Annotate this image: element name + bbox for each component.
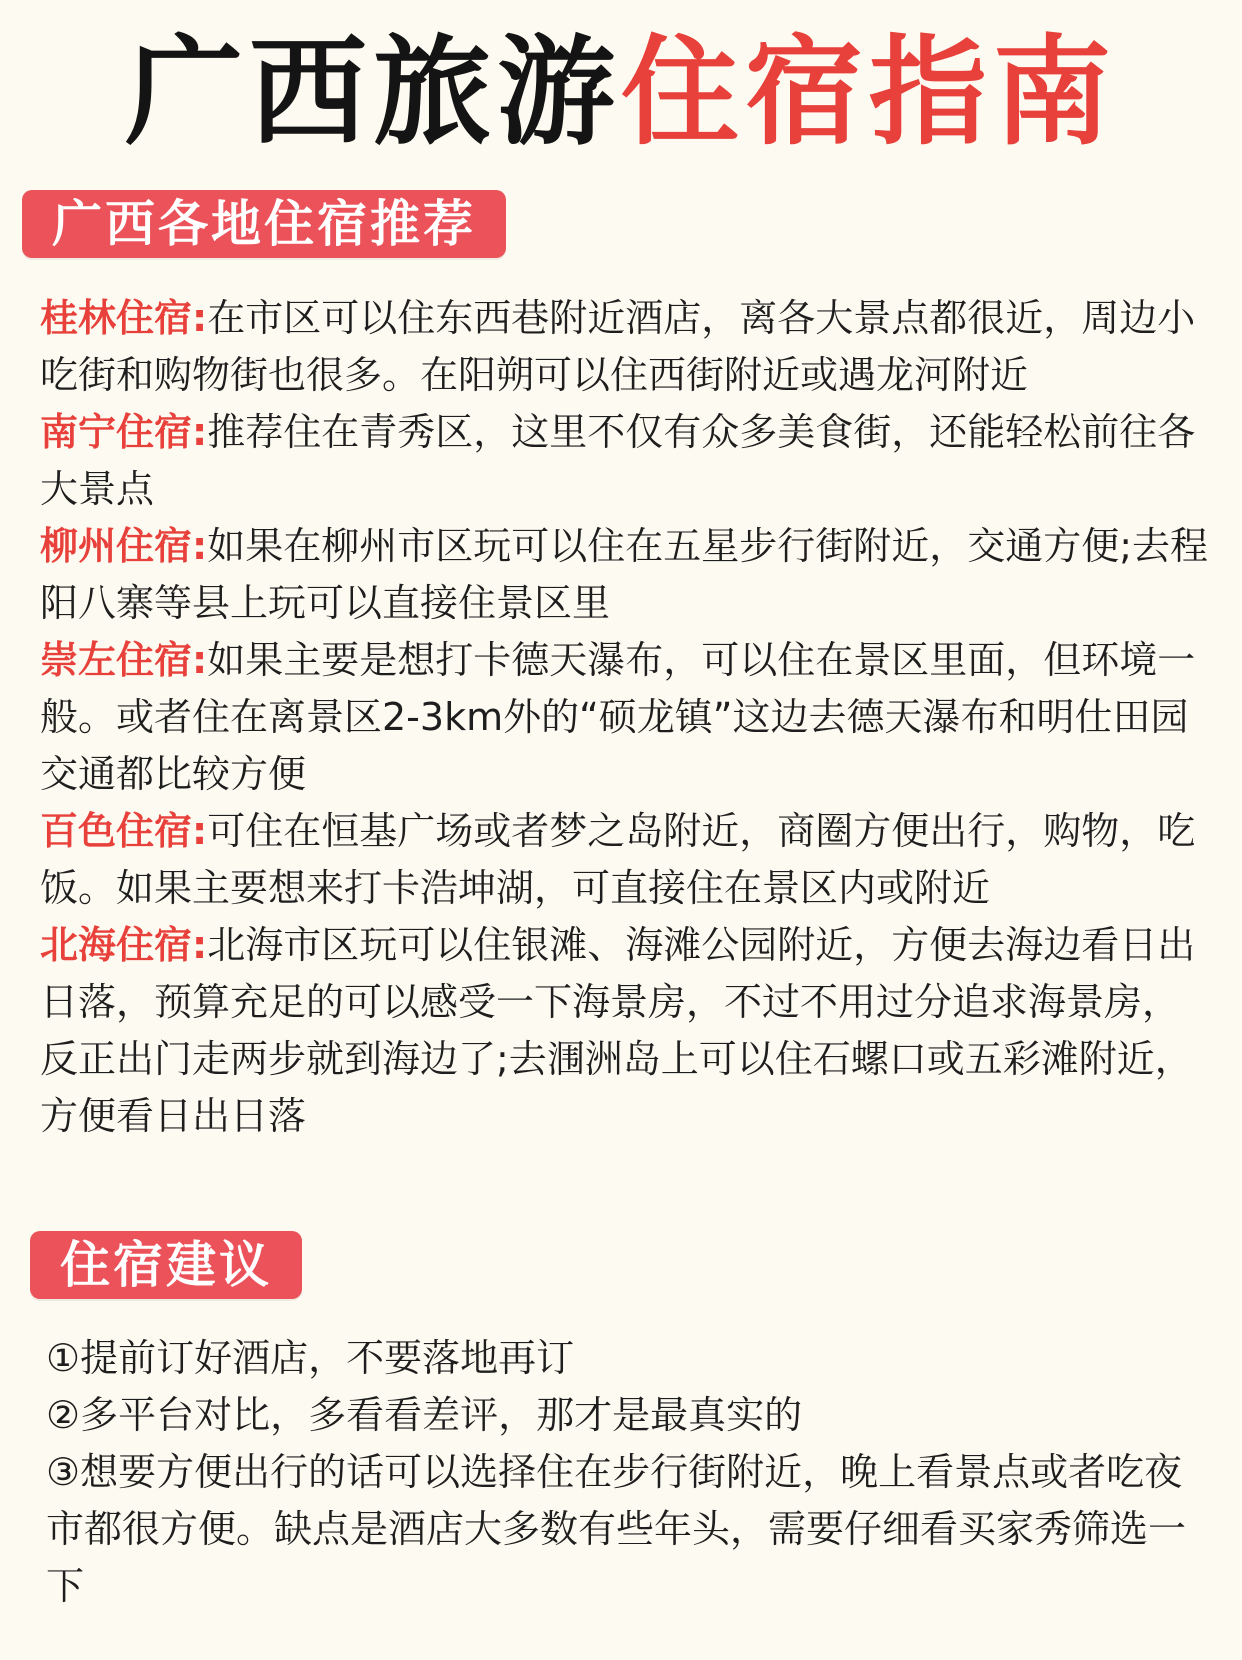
advice-list <box>46 1330 1216 1615</box>
city-label: 桂林住宿: <box>40 296 208 340</box>
section-header-advice: 住宿建议 <box>30 1231 302 1299</box>
list-item-liuzhou <box>40 518 1210 632</box>
list-item-baise <box>40 803 1210 917</box>
list-item-guilin <box>40 290 1210 404</box>
page-title-part1: 广西旅游 <box>124 23 621 161</box>
section-header-recommendations: 广西各地住宿推荐 <box>22 190 506 258</box>
city-label: 柳州住宿: <box>40 524 208 568</box>
list-item-beihai <box>40 917 1210 1145</box>
city-label: 百色住宿: <box>40 809 208 853</box>
city-description: 在市区可以住东西巷附近酒店，离各大景点都很近，周边小吃街和购物街也很多。在阳朔可以住西街附近或遇龙河附近 <box>40 296 1196 397</box>
city-description: 如果在柳州市区玩可以住在五星步行街附近，交通方便;去程阳八寨等县上玩可以直接住景区里 <box>40 524 1209 625</box>
city-description: 可住在恒基广场或者梦之岛附近，商圈方便出行，购物，吃饭。如果主要想来打卡浩坤湖，可直接住在景区内或附近 <box>40 809 1196 910</box>
city-description: 北海市区玩可以住银滩、海滩公园附近，方便去海边看日出日落，预算充足的可以感受一下海景房，不过不用过分追求海景房，反正出门走两步就到海边了;去涠洲岛上可以住石螺口或五彩滩附近，方便看日出日落 <box>40 923 1196 1138</box>
city-description: 推荐住在青秀区，这里不仅有众多美食街，还能轻松前往各大景点 <box>40 410 1196 511</box>
page-title <box>0 22 1242 162</box>
city-description: 如果主要是想打卡德天瀑布，可以住在景区里面，但环境一般。或者住在离景区2-3km外的“硕龙镇”这边去德天瀑布和明仕田园交通都比较方便 <box>40 638 1196 796</box>
city-label: 崇左住宿: <box>40 638 208 682</box>
page-title-part2: 住宿指南 <box>621 23 1118 161</box>
list-item-tip-2: ②多平台对比，多看看差评，那才是最真实的 <box>46 1393 803 1437</box>
list-item-chongzuo <box>40 632 1210 803</box>
list-item-tip-1: ①提前订好酒店，不要落地再订 <box>46 1336 575 1380</box>
city-label: 南宁住宿: <box>40 410 208 454</box>
list-item-tip-3: ③想要方便出行的话可以选择住在步行街附近，晚上看景点或者吃夜市都很方便。缺点是酒店大多数有些年头，需要仔细看买家秀筛选一下 <box>46 1450 1187 1608</box>
city-label: 北海住宿: <box>40 923 208 967</box>
list-item-nanning <box>40 404 1210 518</box>
recommendations-list <box>40 290 1210 1145</box>
